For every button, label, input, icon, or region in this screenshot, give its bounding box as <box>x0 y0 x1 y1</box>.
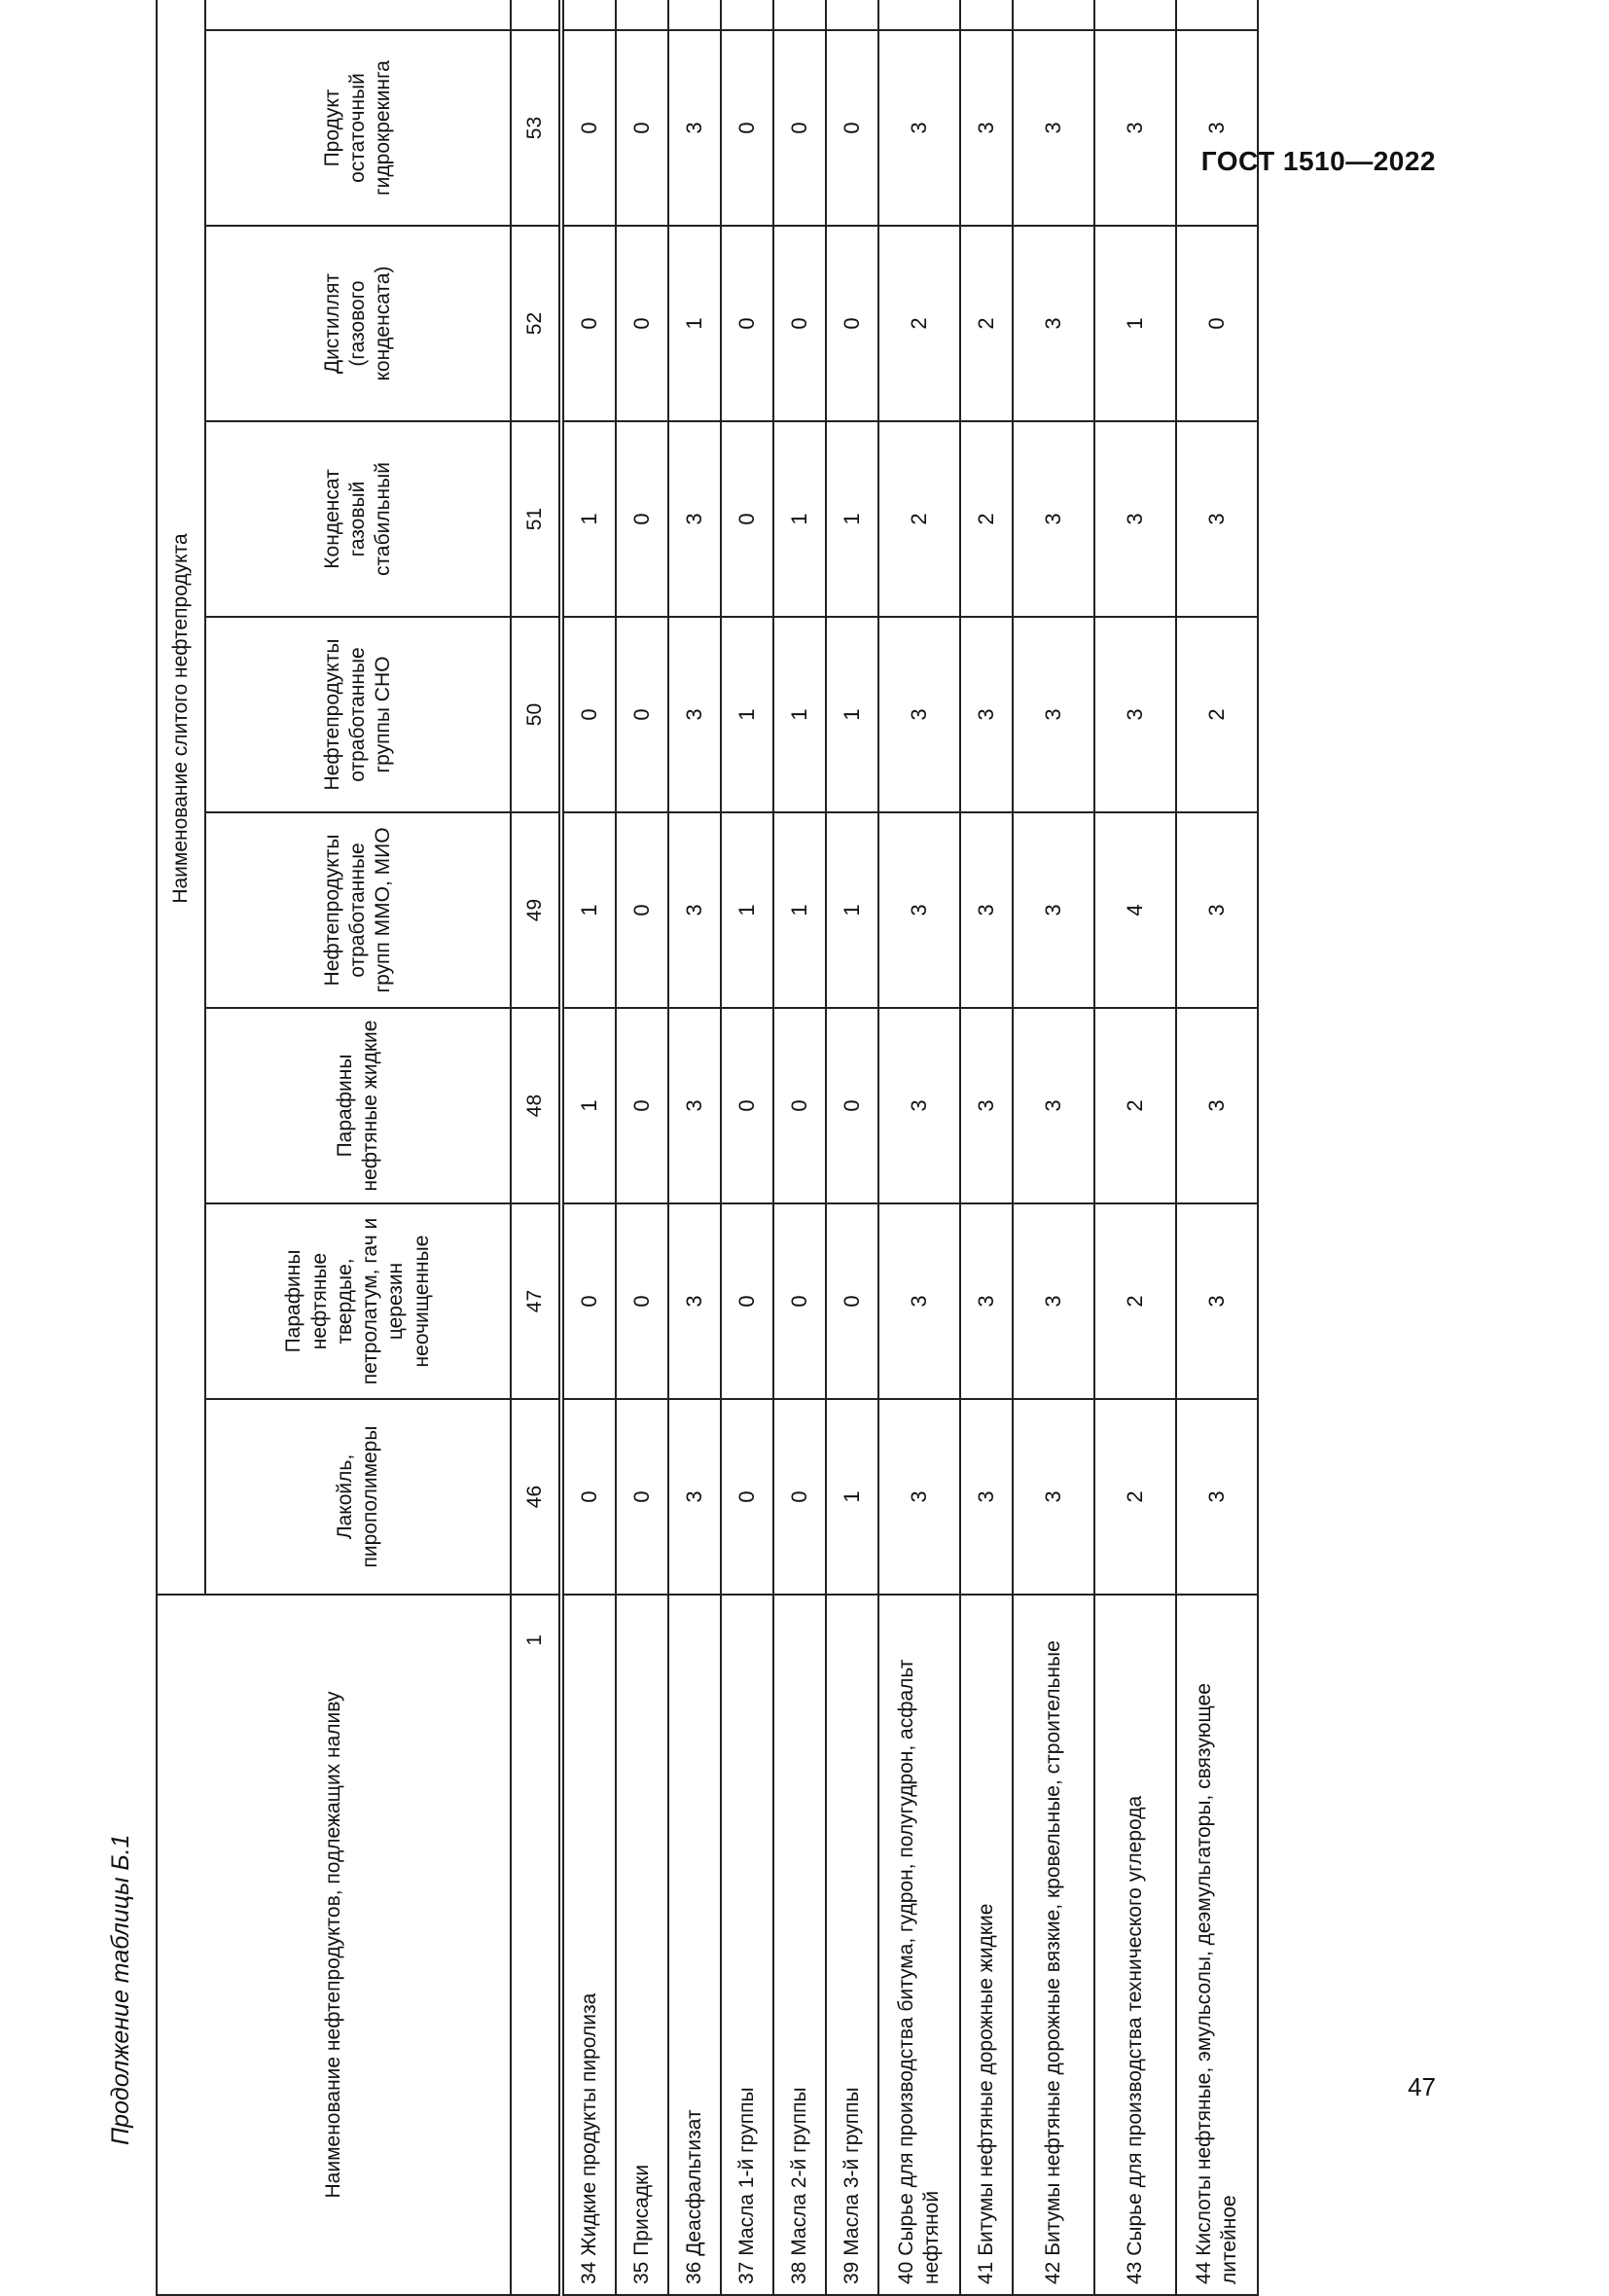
column-header: Парафины нефтяные жидкие <box>205 1008 511 1203</box>
table-cell: 3 <box>1013 1203 1094 1399</box>
table-cell: 1 <box>1094 226 1176 421</box>
table-cell: 1 <box>826 812 878 1008</box>
row-label: 37 Масла 1-й группы <box>721 1595 773 2295</box>
column-index: 48 <box>511 1008 561 1203</box>
column-index: 53 <box>511 30 561 226</box>
page-number: 47 <box>1408 2072 1436 2101</box>
column-index: 46 <box>511 1399 561 1595</box>
table-cell: 2 <box>1176 617 1258 812</box>
table-cell: 3 <box>1013 1399 1094 1595</box>
table-cell: 4 <box>1094 812 1176 1008</box>
row-label: 34 Жидкие продукты пиролиза <box>561 1595 616 2295</box>
table-cell: 3 <box>1176 30 1258 226</box>
row-label: 39 Масла 3-й группы <box>826 1595 878 2295</box>
table-cell: 3 <box>878 617 960 812</box>
table-caption: Продолжение таблицы Б.1 <box>107 1834 134 2145</box>
table-cell <box>878 0 960 30</box>
table-cell: 3 <box>878 1203 960 1399</box>
table-row <box>561 0 616 2295</box>
standard-header: ГОСТ 1510—2022 <box>1200 146 1436 176</box>
table-cell: 0 <box>721 421 773 617</box>
table-cell: 3 <box>668 1399 721 1595</box>
row-label: 40 Сырье для производства битума, гудрон, полугудрон, асфальт нефтяной <box>878 1595 960 2295</box>
column-index: 50 <box>511 617 561 812</box>
column-index <box>511 0 561 30</box>
table-cell: 3 <box>960 1008 1013 1203</box>
table-cell: 1 <box>561 421 616 617</box>
table-row <box>773 0 826 2295</box>
table-cell: 3 <box>1176 1203 1258 1399</box>
table-cell <box>561 0 616 30</box>
column-header: Дистиллят (газового конденсата) <box>205 226 511 421</box>
table-cell: 2 <box>878 226 960 421</box>
table-cell: 1 <box>773 617 826 812</box>
table-cell: 0 <box>616 1008 668 1203</box>
table-cell: 2 <box>960 226 1013 421</box>
rotated-table-container <box>156 60 1240 2296</box>
table-cell: 3 <box>1176 1008 1258 1203</box>
table-cell: 3 <box>878 1008 960 1203</box>
row-header: Наименование нефтепродуктов, подлежащих наливу <box>157 1595 511 2295</box>
table-cell: 2 <box>960 421 1013 617</box>
table-cell: 0 <box>773 1399 826 1595</box>
table-cell: 0 <box>561 30 616 226</box>
table-cell <box>616 0 668 30</box>
table-cell: 0 <box>616 1399 668 1595</box>
column-header: Лакойль, пирополимеры <box>205 1399 511 1595</box>
row-label: 41 Битумы нефтяные дорожные жидкие <box>960 1595 1013 2295</box>
table-cell: 0 <box>616 421 668 617</box>
table-cell: 3 <box>1176 1399 1258 1595</box>
column-index: 1 <box>511 1595 561 2295</box>
table-cell: 0 <box>561 1203 616 1399</box>
table-cell <box>1176 0 1258 30</box>
table-cell: 2 <box>1094 1399 1176 1595</box>
table-row <box>826 0 878 2295</box>
table-cell: 3 <box>668 617 721 812</box>
column-header: Нефтепродукты отработанные группы СНО <box>205 617 511 812</box>
table-cell: 0 <box>721 226 773 421</box>
table-cell: 1 <box>561 1008 616 1203</box>
table-cell: 1 <box>773 812 826 1008</box>
table-cell: 3 <box>878 812 960 1008</box>
table-cell: 0 <box>616 617 668 812</box>
table-cell: 0 <box>721 1203 773 1399</box>
table-cell: 1 <box>826 1399 878 1595</box>
table-cell: 3 <box>878 1399 960 1595</box>
table-row <box>960 0 1013 2295</box>
table-cell <box>960 0 1013 30</box>
table-cell: 3 <box>1094 30 1176 226</box>
table-cell: 3 <box>1013 617 1094 812</box>
table-cell: 0 <box>721 1399 773 1595</box>
table-cell: 3 <box>1094 617 1176 812</box>
table-cell: 3 <box>668 1203 721 1399</box>
table-cell: 3 <box>1013 812 1094 1008</box>
column-header: Продукт остаточный гидрокрекинга <box>205 30 511 226</box>
table-cell: 0 <box>721 1008 773 1203</box>
table-cell: 2 <box>1094 1008 1176 1203</box>
table-cell: 3 <box>960 617 1013 812</box>
table-cell: 1 <box>826 421 878 617</box>
table-cell <box>668 0 721 30</box>
table-cell: 0 <box>773 1203 826 1399</box>
table-cell: 3 <box>1094 421 1176 617</box>
table-cell: 3 <box>1013 30 1094 226</box>
table-cell: 0 <box>1176 226 1258 421</box>
table-cell: 0 <box>773 1008 826 1203</box>
row-label: 42 Битумы нефтяные дорожные вязкие, кровельные, строительные <box>1013 1595 1094 2295</box>
table-cell: 3 <box>668 30 721 226</box>
table-row <box>616 0 668 2295</box>
table-row <box>1013 0 1094 2295</box>
table-cell: 1 <box>668 226 721 421</box>
column-index: 51 <box>511 421 561 617</box>
table-cell: 3 <box>1013 226 1094 421</box>
table-cell: 3 <box>668 421 721 617</box>
table-row <box>1094 0 1176 2295</box>
table-cell: 0 <box>561 1399 616 1595</box>
table-cell: 3 <box>1013 421 1094 617</box>
column-index: 49 <box>511 812 561 1008</box>
row-label: 35 Присадки <box>616 1595 668 2295</box>
table-row <box>721 0 773 2295</box>
table-cell: 1 <box>773 421 826 617</box>
row-label: 43 Сырье для производства технического углерода <box>1094 1595 1176 2295</box>
column-header <box>205 0 511 30</box>
table-cell: 0 <box>616 812 668 1008</box>
table-cell: 2 <box>1094 1203 1176 1399</box>
table-cell: 0 <box>826 1008 878 1203</box>
table-cell: 3 <box>960 30 1013 226</box>
table-cell: 3 <box>960 812 1013 1008</box>
group-header: Наименование слитого нефтепродукта <box>157 0 205 1595</box>
table-row <box>1176 0 1258 2295</box>
column-index: 47 <box>511 1203 561 1399</box>
table-cell: 0 <box>561 617 616 812</box>
table-cell: 1 <box>721 617 773 812</box>
table-cell: 3 <box>1013 1008 1094 1203</box>
table-cell: 0 <box>826 226 878 421</box>
table-cell: 0 <box>826 30 878 226</box>
table-cell <box>1013 0 1094 30</box>
table-cell: 1 <box>826 617 878 812</box>
table-cell: 0 <box>773 30 826 226</box>
table-cell: 0 <box>561 226 616 421</box>
table-cell: 0 <box>616 1203 668 1399</box>
table-cell <box>826 0 878 30</box>
table-cell: 3 <box>668 812 721 1008</box>
table-cell: 0 <box>721 30 773 226</box>
table-cell: 0 <box>826 1203 878 1399</box>
table-cell: 3 <box>960 1203 1013 1399</box>
table-cell: 3 <box>960 1399 1013 1595</box>
table-cell: 3 <box>668 1008 721 1203</box>
table-cell: 3 <box>878 30 960 226</box>
table-cell <box>721 0 773 30</box>
compatibility-table <box>156 0 1259 2296</box>
table-row <box>878 0 960 2295</box>
column-header: Нефтепродукты отработанные групп ММО, МИО <box>205 812 511 1008</box>
column-header: Парафины нефтяные твердые, петролатум, гач и церезин неочищенные <box>205 1203 511 1399</box>
table-cell <box>773 0 826 30</box>
table-cell <box>1094 0 1176 30</box>
table-row <box>668 0 721 2295</box>
table-cell: 1 <box>721 812 773 1008</box>
table-cell: 2 <box>878 421 960 617</box>
row-label: 36 Деасфальтизат <box>668 1595 721 2295</box>
row-label: 44 Кислоты нефтяные, эмульсолы, деэмульгаторы, связующее литейное <box>1176 1595 1258 2295</box>
table-cell: 0 <box>616 226 668 421</box>
column-header: Конденсат газовый стабильный <box>205 421 511 617</box>
row-label: 38 Масла 2-й группы <box>773 1595 826 2295</box>
table-cell: 0 <box>616 30 668 226</box>
table-cell: 1 <box>561 812 616 1008</box>
column-index: 52 <box>511 226 561 421</box>
table-cell: 3 <box>1176 421 1258 617</box>
table-cell: 0 <box>773 226 826 421</box>
table-cell: 3 <box>1176 812 1258 1008</box>
